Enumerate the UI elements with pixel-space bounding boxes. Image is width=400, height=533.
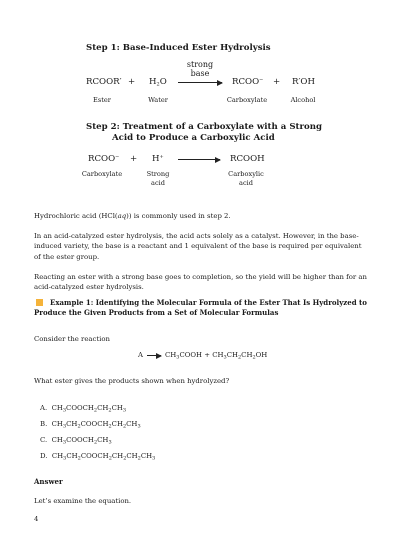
step2-title-line2: Acid to Produce a Carboxylic Acid	[112, 133, 275, 143]
step1-reactant-water: $H_2O$	[149, 77, 167, 88]
step1-product-carboxylate: RCOO−	[232, 77, 264, 87]
step2-reactant-carboxylate: RCOO−	[88, 154, 120, 164]
step1-label-ester: Ester	[93, 96, 111, 104]
step2-label-strong-acid: Strong acid	[146, 170, 170, 187]
reaction-lhs: A	[138, 351, 143, 359]
step2-reactant-acid: H+	[152, 154, 164, 164]
reaction-rhs: $CH_3COOH + CH_3CH_2CH_2OH$	[165, 351, 268, 361]
step1-label-water: Water	[148, 96, 168, 104]
option-d[interactable]: D. $CH_3CH_2COOCH_2CH_2CH_2CH_3$	[40, 452, 156, 462]
step1-title: Step 1: Base-Induced Ester Hydrolysis	[86, 43, 271, 53]
step2-label-carboxylic-acid: Carboxylic acid	[228, 170, 264, 187]
example-square-icon	[36, 299, 43, 306]
step1-reactant-ester: RCOOR′	[86, 77, 122, 87]
question-text: What ester gives the products shown when hydrolyzed?	[34, 377, 230, 385]
option-a[interactable]: A. $CH_3COOCH_2CH_2CH_3$	[40, 404, 127, 414]
step2-plus: +	[130, 154, 138, 164]
step2-label-carboxylate: Carboxylate	[81, 170, 123, 178]
step1-arrow-label: strong base	[186, 60, 214, 78]
step1-plus-2: +	[273, 77, 281, 87]
answer-heading: Answer	[34, 477, 63, 486]
option-b[interactable]: B. $CH_3CH_2COOCH_2CH_2CH_3$	[40, 420, 141, 430]
option-c[interactable]: C. $CH_3COOCH_2CH_3$	[40, 436, 112, 446]
page-number: 4	[34, 515, 39, 523]
step1-label-carboxylate: Carboxylate	[226, 96, 268, 104]
example-title: Example 1: Identifying the Molecular Formula of the Ester That Is Hydrolyzed to	[50, 298, 367, 307]
step1-arrow	[178, 82, 222, 83]
paragraph-hcl: Hydrochloric acid (HCl(aq)) is commonly used in step 2.	[34, 212, 231, 220]
paragraph-completion: Reacting an ester with a strong base goes to completion, so the yield will be higher than for an acid-catalyzed ester hydrolysis.	[34, 273, 367, 292]
paragraph-catalysis: In an acid-catalyzed ester hydrolysis, the acid acts solely as a catalyst. However, in the base-induced variety, the base is a reactant and 1 equivalent of the base is required per equivalent of the ester group.	[34, 232, 362, 261]
step2-product-carboxylic-acid: RCOOH	[230, 154, 265, 164]
step1-plus: +	[128, 77, 136, 87]
consider-text: Consider the reaction	[34, 335, 110, 343]
step1-product-alcohol: R′OH	[292, 77, 315, 87]
step2-arrow	[178, 159, 220, 160]
reaction-arrow	[147, 355, 161, 356]
answer-text: Let’s examine the equation.	[34, 497, 132, 505]
step1-label-alcohol: Alcohol	[290, 96, 316, 104]
example-title-line2: Produce the Given Products from a Set of Molecular Formulas	[34, 308, 279, 317]
step2-title-line1: Step 2: Treatment of a Carboxylate with a Strong	[86, 122, 323, 132]
